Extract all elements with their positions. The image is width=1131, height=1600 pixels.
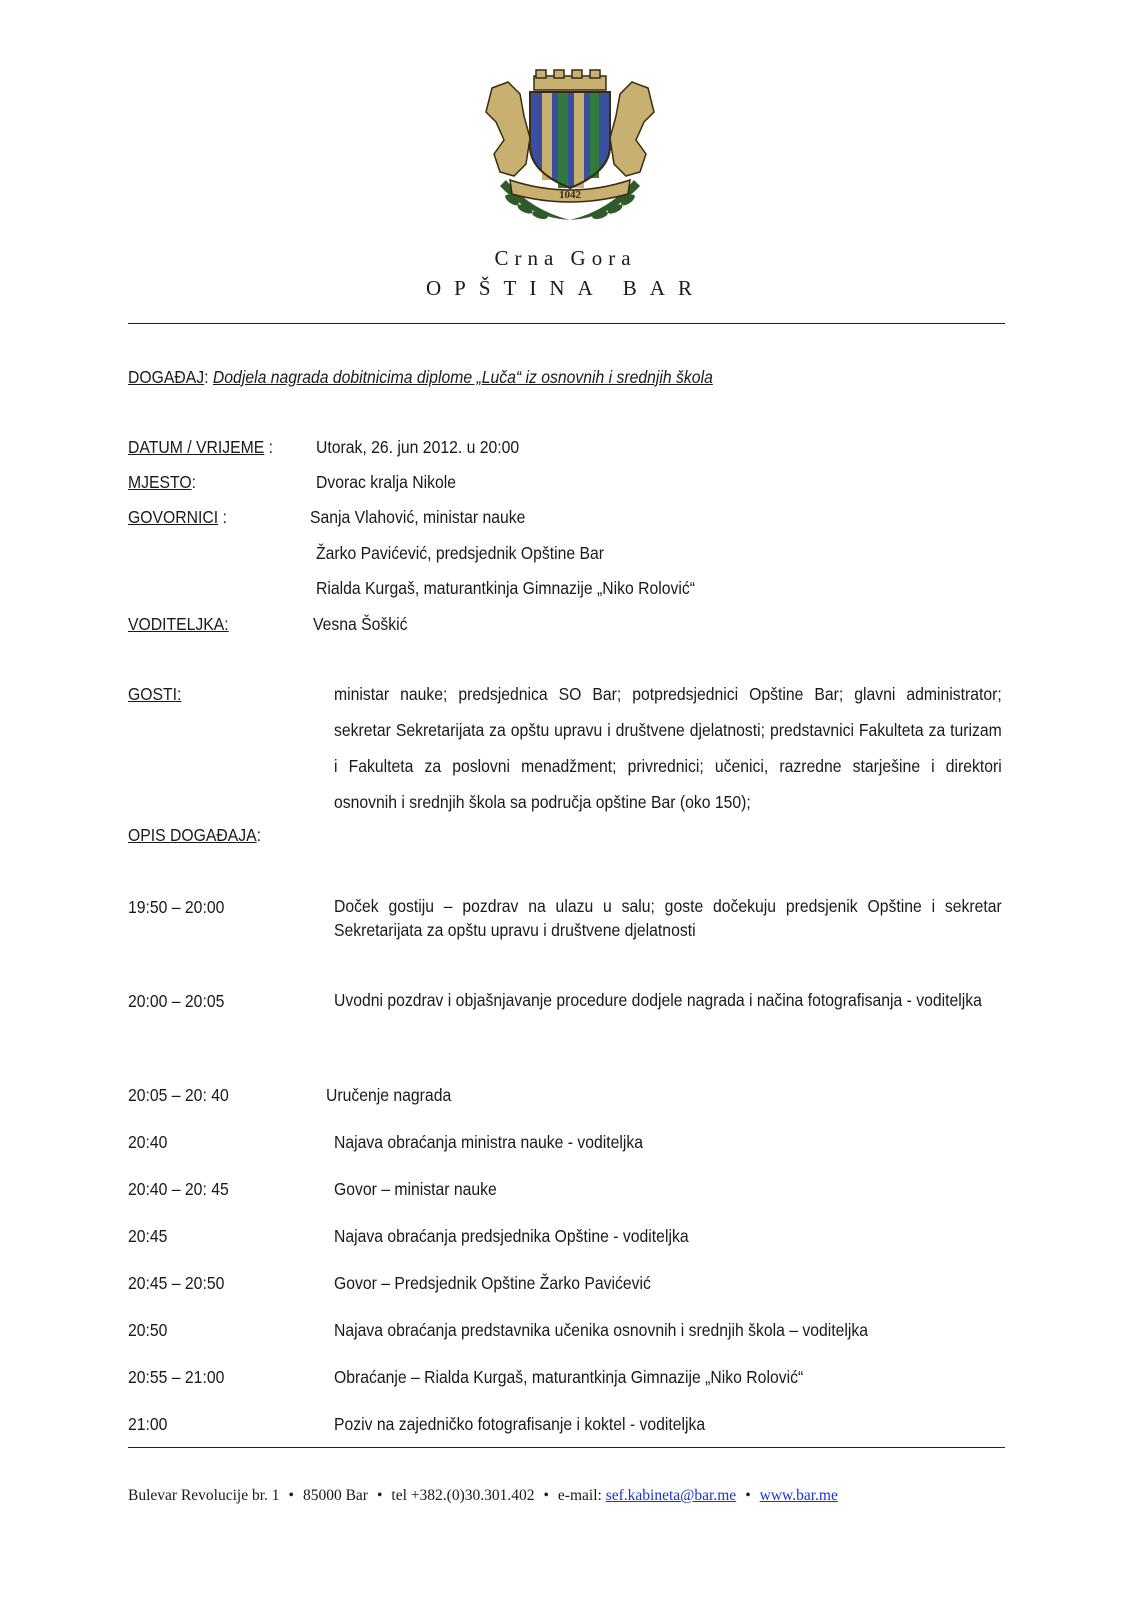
- description-separator: :: [256, 825, 262, 845]
- speaker-2: Žarko Pavićević, predsjednik Opštine Bar: [316, 543, 604, 563]
- footer-divider: [128, 1447, 1005, 1448]
- schedule-text: Obraćanje – Rialda Kurgaš, maturantkinja Gimnazije „Niko Rolović“: [334, 1367, 804, 1387]
- schedule-text: Govor – Predsjednik Opštine Žarko Pavićević: [334, 1273, 651, 1293]
- country-name: Crna Gora: [494, 246, 637, 270]
- schedule-time: 19:50 – 20:00: [128, 897, 225, 917]
- speaker-1: Sanja Vlahović, ministar nauke: [310, 507, 526, 527]
- place-separator: :: [191, 472, 196, 492]
- schedule-time: 21:00: [128, 1414, 168, 1434]
- schedule-text: Uvodni pozdrav i objašnjavanje procedure dodjele nagrada i načina fotografisanja - voditeljka: [334, 990, 982, 1010]
- speakers-separator: :: [222, 507, 227, 527]
- header-divider: [128, 323, 1005, 324]
- event-line: [128, 366, 713, 388]
- description-label-line: [128, 824, 261, 846]
- coat-of-arms-logo: [470, 68, 670, 226]
- speakers-label-line: [128, 506, 227, 528]
- schedule-text: Najava obraćanja predstavnika učenika osnovnih i srednjih škola – voditeljka: [334, 1320, 869, 1340]
- guests-label: GOSTI:: [128, 684, 182, 704]
- footer: [128, 1487, 838, 1505]
- schedule-time: 20:45 – 20:50: [128, 1273, 225, 1293]
- event-title: Dodjela nagrada dobitnicima diplome „Luča“ iz osnovnih i srednjih škola: [212, 367, 713, 387]
- footer-separator: •: [288, 1487, 294, 1504]
- schedule-time: 20:40 – 20: 45: [128, 1179, 229, 1199]
- footer-email-link[interactable]: sef.kabineta@bar.me: [605, 1487, 737, 1504]
- place-value: Dvorac kralja Nikole: [316, 472, 457, 492]
- schedule-time: 20:45: [128, 1226, 168, 1246]
- schedule-time: 20:00 – 20:05: [128, 991, 225, 1011]
- event-label: DOGAĐAJ: [128, 367, 205, 387]
- municipality-name: OPŠTINA BAR: [426, 276, 705, 300]
- datetime-separator: :: [268, 437, 273, 457]
- schedule-text: Doček gostiju – pozdrav na ulazu u salu; goste dočekuju predsjenik Opštine i sekretar Sekretarijata za opštu upravu i društvene djelatnosti: [334, 896, 1002, 940]
- speaker-3: Rialda Kurgaš, maturantkinja Gimnazije „Niko Rolović“: [316, 578, 696, 598]
- speakers-label: GOVORNICI: [128, 507, 219, 527]
- schedule-text: Uručenje nagrada: [326, 1085, 452, 1105]
- event-separator: :: [204, 367, 209, 387]
- footer-address: Bulevar Revolucije br. 1: [128, 1487, 280, 1504]
- place-label: MJESTO: [128, 472, 192, 492]
- footer-website-link[interactable]: www.bar.me: [759, 1487, 838, 1504]
- footer-separator: •: [745, 1487, 751, 1504]
- datetime-value: Utorak, 26. jun 2012. u 20:00: [316, 437, 520, 457]
- host-label: VODITELJKA:: [128, 614, 229, 634]
- schedule-time: 20:50: [128, 1320, 168, 1340]
- footer-tel: tel +382.(0)30.301.402: [391, 1487, 535, 1504]
- footer-postal: 85000 Bar: [302, 1487, 368, 1504]
- datetime-label: DATUM / VRIJEME: [128, 437, 265, 457]
- crest-year: 1042: [559, 189, 581, 201]
- description-label: OPIS DOGAĐAJA: [128, 825, 257, 845]
- datetime-label-line: [128, 436, 273, 458]
- place-label-line: [128, 471, 196, 493]
- schedule-time: 20:55 – 21:00: [128, 1367, 225, 1387]
- footer-separator: •: [376, 1487, 383, 1504]
- schedule-text: Govor – ministar nauke: [334, 1179, 497, 1199]
- host-value: Vesna Šoškić: [313, 614, 408, 634]
- footer-email-label: e-mail:: [557, 1487, 602, 1504]
- schedule-text: Najava obraćanja predsjednika Opštine - voditeljka: [334, 1226, 689, 1246]
- footer-separator: •: [543, 1487, 549, 1504]
- schedule-time: 20:40: [128, 1132, 168, 1152]
- schedule-time: 20:05 – 20: 40: [128, 1085, 229, 1105]
- guests-value: ministar nauke; predsjednica SO Bar; potpredsjednici Opštine Bar; glavni administrator; sekretar Sekretarijata za opštu upravu i društvene djelatnosti; predstavnici Fakulteta za turizam i Fakulteta za poslovni menadžment; privrednici; učenici, razredne starješine i direktori osnovnih i srednjih škola sa područja opštine Bar (oko 150);: [334, 684, 1002, 812]
- schedule-text: Najava obraćanja ministra nauke - voditeljka: [334, 1132, 644, 1152]
- schedule-text: Poziv na zajedničko fotografisanje i koktel - voditeljka: [334, 1414, 706, 1434]
